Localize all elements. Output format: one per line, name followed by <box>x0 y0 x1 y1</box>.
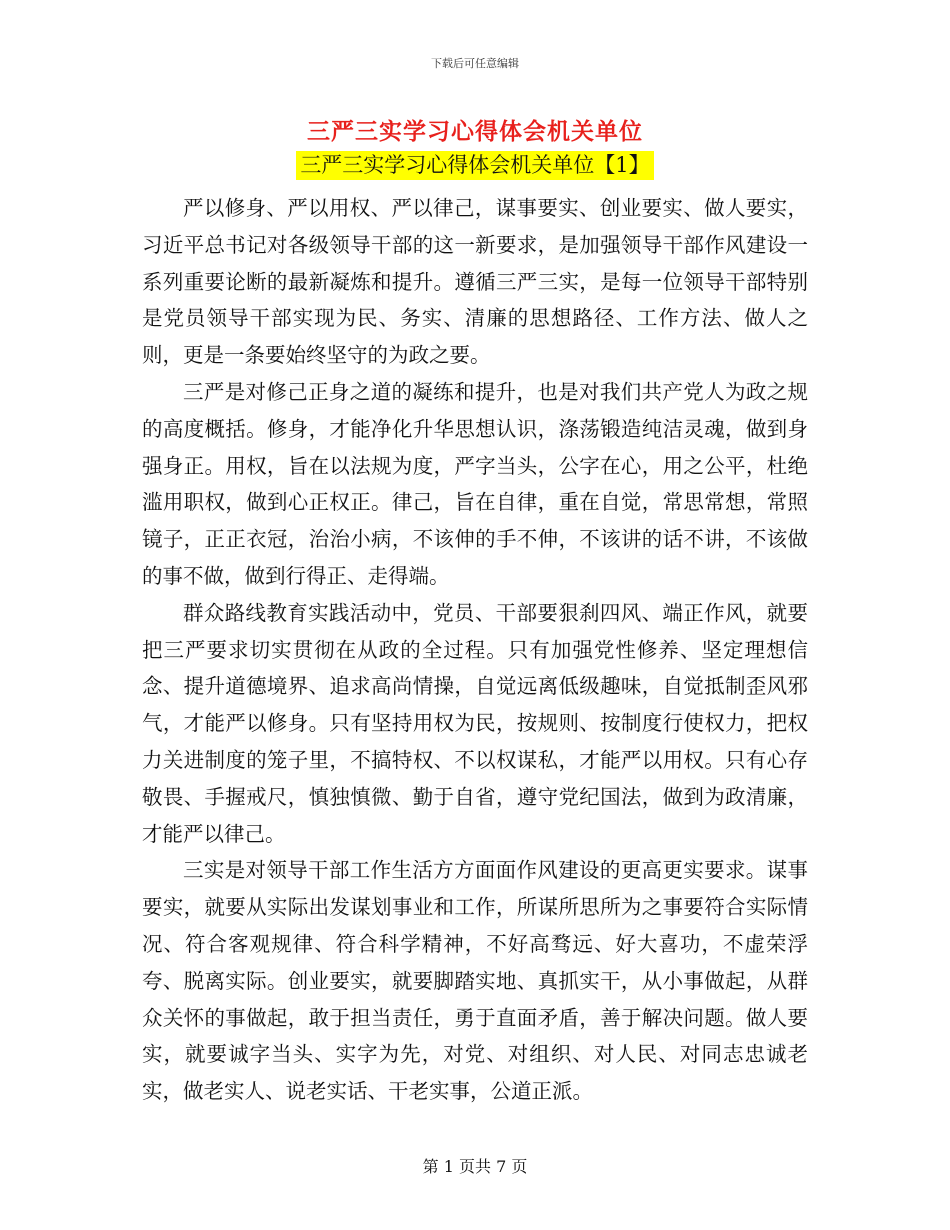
paragraph: 群众路线教育实践活动中，党员、干部要狠刹四风、端正作风，就要把三严要求切实贯彻在从政的全过程。只有加强党性修养、坚定理想信念、提升道德境界、追求高尚情操，自觉远离低级趣味，自觉抵制歪风邪气，才能严以修身。只有坚持用权为民，按规则、按制度行使权力，把权力关进制度的笼子里，不搞特权、不以权谋私，才能严以用权。只有心存敬畏、手握戒尺，慎独慎微、勤于自省，遵守党纪国法，做到为政清廉，才能严以律己。 <box>142 600 808 846</box>
subtitle-container <box>0 151 950 180</box>
header-note: 下载后可任意编辑 <box>431 57 519 70</box>
document-body <box>142 190 808 1110</box>
document-subtitle: 三严三实学习心得体会机关单位【1】 <box>296 151 653 180</box>
paragraph: 三实是对领导干部工作生活方方面面作风建设的更高更实要求。谋事要实，就要从实际出发谋划事业和工作，所谋所思所为之事要符合实际情况、符合客观规律、符合科学精神，不好高骛远、好大喜功，不虚荣浮夸、脱离实际。创业要实，就要脚踏实地、真抓实干，从小事做起，从群众关怀的事做起，敢于担当责任，勇于直面矛盾，善于解决问题。做人要实，就要诚字当头、实字为先，对党、对组织、对人民、对同志忠诚老实，做老实人、说老实话、干老实事，公道正派。 <box>142 858 808 1104</box>
paragraph: 严以修身、严以用权、严以律己，谋事要实、创业要实、做人要实，习近平总书记对各级领导干部的这一新要求，是加强领导干部作风建设一系列重要论断的最新凝炼和提升。遵循三严三实，是每一位领导干部特别是党员领导干部实现为民、务实、清廉的思想路径、工作方法、做人之则，更是一条要始终坚守的为政之要。 <box>142 196 808 368</box>
document-title: 三严三实学习心得体会机关单位 <box>307 118 643 145</box>
paragraph: 三严是对修己正身之道的凝练和提升，也是对我们共产党人为政之规的高度概括。修身，才能净化升华思想认识，涤荡锻造纯洁灵魂，做到身强身正。用权，旨在以法规为度，严字当头，公字在心，用之公平，杜绝滥用职权，做到心正权正。律己，旨在自律，重在自觉，常思常想，常照镜子，正正衣冠，治治小病，不该伸的手不伸，不该讲的话不讲，不该做的事不做，做到行得正、走得端。 <box>142 379 808 588</box>
page-footer: 第 1 页共 7 页 <box>422 1157 528 1176</box>
